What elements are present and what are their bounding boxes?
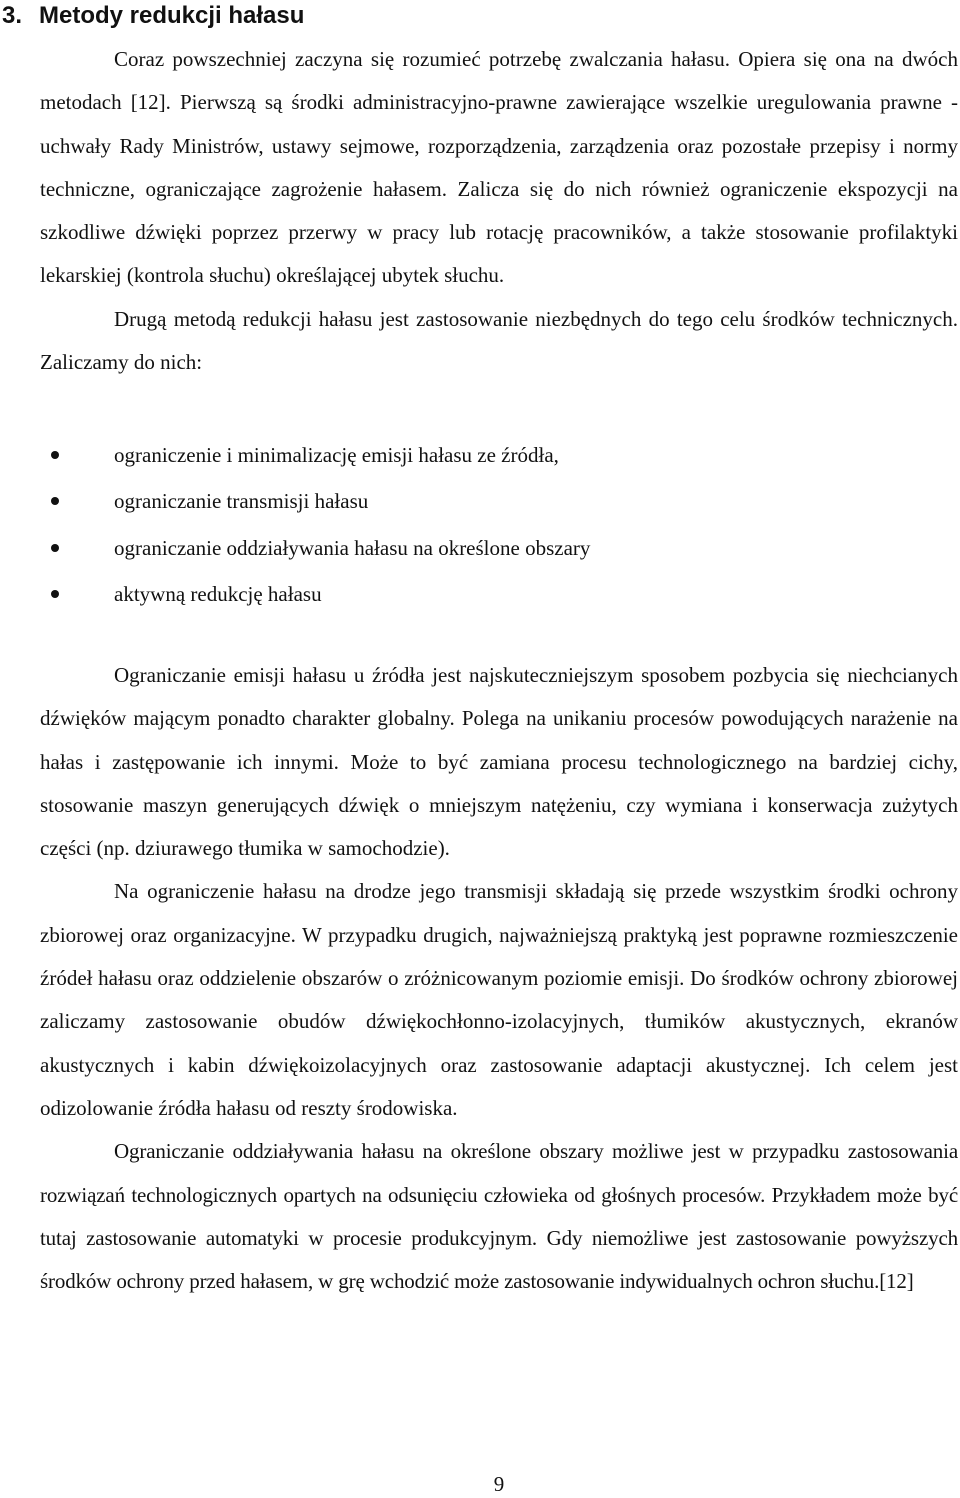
section-title: Metody redukcji hałasu <box>39 2 305 29</box>
section-number: 3. <box>2 2 23 29</box>
list-item-text: ograniczanie transmisji hałasu <box>114 489 369 514</box>
bullet-icon <box>51 451 59 459</box>
impact-paragraph: Ograniczanie oddziaływania hałasu na określone obszary możliwe jest w przypadku zastosowania rozwiązań technologicznych opartych na odsunięciu człowieka od głośnych procesów. Przykładem może być tutaj zastosowanie automatyki w procesie produkcyjnym. Gdy niemożliwe jest zastosowanie powyższych środków ochrony przed hałasem, w grę wchodzić może zastosowanie indywidualnych ochron słuchu.[12] <box>40 1139 958 1294</box>
intro-paragraph: Coraz powszechniej zaczyna się rozumieć potrzebę zwalczania hałasu. Opiera się ona na dwóch metodach [12]. Pierwszą są środki administracyjno-prawne zawierające wszelkie uregulowania prawne - uchwały Rady Ministrów, ustawy sejmowe, rozporządzenia, zarządzenia oraz pozostałe przepisy i normy techniczne, ograniczające zagrożenie hałasem. Zalicza się do nich również ograniczenie ekspozycji na szkodliwe dźwięki poprzez przerwy w pracy lub rotację pracowników, a także stosowanie profilaktyki lekarskiej (kontrola słuchu) określającej ubytek słuchu. <box>40 47 958 288</box>
list-item <box>40 432 920 478</box>
list-item-text: aktywną redukcję hałasu <box>114 581 322 606</box>
measures-description-block <box>40 654 958 1303</box>
page-number: 9 <box>493 1472 505 1496</box>
list-item <box>40 478 920 524</box>
bullet-icon <box>51 590 59 598</box>
second-method-paragraph: Drugą metodą redukcji hałasu jest zastosowanie niezbędnych do tego celu środków technicznych. Zaliczamy do nich: <box>40 306 958 375</box>
list-item-text: ograniczenie i minimalizację emisji hałasu ze źródła, <box>114 443 559 467</box>
intro-block <box>40 38 958 384</box>
technical-measures-list <box>40 432 920 617</box>
bullet-icon <box>51 497 59 505</box>
transmission-paragraph: Na ograniczenie hałasu na drodze jego transmisji składają się przede wszystkim środki ochrony zbiorowej oraz organizacyjne. W przypadku drugich, najważniejszą praktyką jest poprawne rozmieszczenie źródeł hałasu oraz oddzielenie obszarów o zróżnicowanym poziomie emisji. Do środków ochrony zbiorowej zaliczamy zastosowanie obudów dźwiękochłonno-izolacyjnych, tłumików akustycznych, ekranów akustycznych i kabin dźwiękoizolacyjnych oraz zastosowanie adaptacji akustycznej. Ich celem jest odizolowanie źródła hałasu od reszty środowiska. <box>40 879 958 1120</box>
list-item <box>40 571 920 617</box>
list-item <box>40 525 920 571</box>
emission-paragraph: Ograniczanie emisji hałasu u źródła jest najskuteczniejszym sposobem pozbycia się niechcianych dźwięków mającym ponadto charakter globalny. Polega na unikaniu procesów powodujących narażenie na hałas i zastępowanie ich innymi. Może to być zamiana procesu technologicznego na bardziej cichy, stosowanie maszyn generujących dźwięk o mniejszym natężeniu, czy wymiana i konserwacja zużytych części (np. dziurawego tłumika w samochodzie). <box>40 663 958 861</box>
list-item-text: ograniczanie oddziaływania hałasu na określone obszary <box>114 535 591 560</box>
section-heading <box>2 1 304 31</box>
bullet-icon <box>51 544 59 552</box>
